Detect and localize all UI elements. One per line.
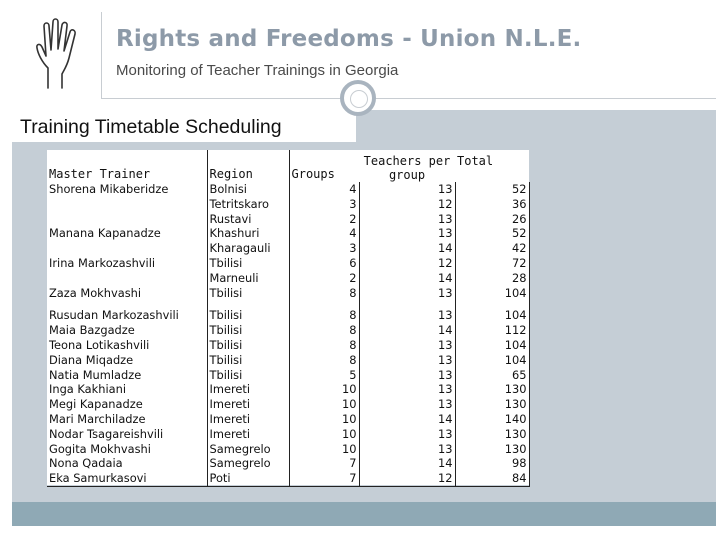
cell-trainer: Rusudan Markozashvili	[49, 308, 179, 323]
cell-trainer: Natia Mumladze	[49, 367, 142, 382]
cell-region: Kharagauli	[207, 241, 289, 256]
cell-groups: 6	[289, 256, 359, 271]
table-row	[47, 256, 529, 271]
cell-total: 130	[455, 427, 529, 442]
cell-teachers-per-group: 14	[359, 241, 455, 256]
cell-total: 104	[455, 286, 529, 301]
cell-teachers-per-group: 14	[359, 412, 455, 427]
cell-region: Poti	[207, 471, 289, 486]
cell-total: 36	[455, 197, 529, 212]
cell-trainer: Irina Markozashvili	[49, 255, 156, 270]
table-row	[47, 212, 529, 227]
table-row	[47, 308, 529, 323]
cell-teachers-per-group: 14	[359, 323, 455, 338]
cell-trainer: Diana Miqadze	[49, 352, 134, 367]
cell-trainer: Gogita Mokhvashi	[49, 441, 151, 456]
table-row	[47, 182, 529, 197]
cell-teachers-per-group: 13	[359, 382, 455, 397]
cell-groups: 4	[289, 226, 359, 241]
table-row	[47, 442, 529, 457]
table-spacer-row	[47, 300, 529, 308]
cell-region: Tbilisi	[207, 338, 289, 353]
cell-groups: 10	[289, 412, 359, 427]
table-row	[47, 286, 529, 301]
cell-total: 104	[455, 338, 529, 353]
cell-region: Rustavi	[207, 212, 289, 227]
table-row	[47, 197, 529, 212]
cell-region: Marneuli	[207, 271, 289, 286]
column-header-teachers-per-group	[359, 150, 455, 182]
cell-trainer	[47, 212, 207, 227]
cell-teachers-per-group: 13	[359, 226, 455, 241]
cell-total: 130	[455, 397, 529, 412]
cell-teachers-per-group: 13	[359, 353, 455, 368]
cell-trainer: Nodar Tsagareishvili	[49, 426, 164, 441]
cell-groups: 3	[289, 197, 359, 212]
header-divider-horizontal	[101, 98, 716, 99]
cell-teachers-per-group: 13	[359, 308, 455, 323]
cell-teachers-per-group: 14	[359, 271, 455, 286]
cell-groups: 10	[289, 397, 359, 412]
table-header-row	[47, 150, 529, 182]
cell-region: Khashuri	[207, 226, 289, 241]
cell-trainer	[47, 241, 207, 256]
column-header-teachers-per-group-line1: Teachers per	[363, 154, 451, 168]
cell-teachers-per-group: 13	[359, 338, 455, 353]
cell-groups: 2	[289, 212, 359, 227]
spacer-cell	[289, 300, 359, 308]
cell-region: Imereti	[207, 427, 289, 442]
table-row	[47, 397, 529, 412]
table-row	[47, 353, 529, 368]
cell-trainer: Eka Samurkasovi	[47, 471, 207, 486]
cell-trainer: Shorena Mikaberidze	[49, 182, 169, 196]
cell-groups: 7	[289, 456, 359, 471]
cell-trainer: Megi Kapanadze	[49, 397, 143, 412]
cell-region: Imereti	[207, 397, 289, 412]
cell-region: Tbilisi	[207, 256, 289, 271]
cell-teachers-per-group: 14	[359, 456, 455, 471]
footer-bar	[12, 502, 716, 526]
cell-teachers-per-group: 13	[359, 368, 455, 383]
cell-teachers-per-group: 12	[359, 256, 455, 271]
page-subtitle: Monitoring of Teacher Trainings in Georgia	[116, 62, 399, 79]
cell-total: 84	[455, 471, 529, 486]
table-row	[47, 412, 529, 427]
table-row	[47, 338, 529, 353]
column-header-groups: Groups	[289, 150, 359, 182]
cell-total: 130	[455, 442, 529, 457]
cell-groups: 5	[289, 368, 359, 383]
cell-groups: 2	[289, 271, 359, 286]
cell-region: Tbilisi	[207, 308, 289, 323]
cell-trainer	[47, 271, 207, 286]
cell-total: 26	[455, 212, 529, 227]
cell-groups: 3	[289, 241, 359, 256]
cell-groups: 10	[289, 382, 359, 397]
cell-teachers-per-group: 12	[359, 197, 455, 212]
cell-region: Samegrelo	[207, 442, 289, 457]
table-row	[47, 471, 529, 486]
cell-groups: 10	[289, 427, 359, 442]
cell-total: 140	[455, 412, 529, 427]
cell-teachers-per-group: 13	[359, 212, 455, 227]
table-row	[47, 241, 529, 256]
cell-region: Bolnisi	[207, 182, 289, 197]
cell-total: 98	[455, 456, 529, 471]
cell-trainer	[47, 197, 207, 212]
cell-trainer: Inga Kakhiani	[49, 382, 127, 397]
cell-trainer: Manana Kapanadze	[49, 226, 161, 241]
cell-groups: 8	[289, 353, 359, 368]
column-header-teachers-per-group-line2: group	[388, 168, 426, 182]
cell-region: Imereti	[207, 412, 289, 427]
cell-groups: 8	[289, 286, 359, 301]
cell-total: 72	[455, 256, 529, 271]
header-divider-vertical	[101, 12, 102, 98]
spacer-cell	[359, 300, 455, 308]
cell-trainer: Mari Marchiladze	[49, 411, 146, 426]
cell-total: 52	[455, 182, 529, 197]
cell-total: 52	[455, 226, 529, 241]
cell-groups: 10	[289, 442, 359, 457]
cell-teachers-per-group: 13	[359, 442, 455, 457]
cell-region: Tbilisi	[207, 368, 289, 383]
cell-region: Tetritskaro	[207, 197, 289, 212]
cell-total: 112	[455, 323, 529, 338]
cell-total: 104	[455, 308, 529, 323]
cell-region: Imereti	[207, 382, 289, 397]
cell-teachers-per-group: 12	[359, 471, 455, 486]
cell-total: 42	[455, 241, 529, 256]
cell-groups: 7	[289, 471, 359, 486]
cell-teachers-per-group: 13	[359, 397, 455, 412]
table-body	[47, 182, 529, 486]
cell-total: 65	[455, 368, 529, 383]
column-header-region: Region	[207, 150, 289, 182]
cell-trainer: Nona Qadaia	[49, 456, 123, 471]
table-row	[47, 382, 529, 397]
column-header-total: Total	[457, 154, 494, 168]
spacer-cell	[47, 300, 207, 308]
cell-region: Samegrelo	[207, 456, 289, 471]
cell-trainer: Teona Lotikashvili	[49, 337, 150, 352]
cell-region: Tbilisi	[207, 286, 289, 301]
spacer-cell	[207, 300, 289, 308]
timetable	[47, 150, 529, 485]
cell-groups: 8	[289, 338, 359, 353]
table-row	[47, 323, 529, 338]
cell-region: Tbilisi	[207, 353, 289, 368]
table-row	[47, 456, 529, 471]
table-row	[47, 271, 529, 286]
table-row	[47, 368, 529, 383]
table-row	[47, 226, 529, 241]
hand-icon	[34, 18, 80, 90]
cell-trainer: Zaza Mokhvashi	[49, 285, 142, 300]
cell-total: 28	[455, 271, 529, 286]
cell-total: 104	[455, 353, 529, 368]
spacer-cell	[455, 300, 529, 308]
table-row	[47, 427, 529, 442]
cell-region: Tbilisi	[207, 323, 289, 338]
cell-teachers-per-group: 13	[359, 286, 455, 301]
column-header-trainer: Master Trainer	[49, 167, 151, 182]
cell-teachers-per-group: 13	[359, 182, 455, 197]
cell-teachers-per-group: 13	[359, 427, 455, 442]
section-heading: Training Timetable Scheduling	[20, 116, 282, 138]
cell-total: 130	[455, 382, 529, 397]
cell-groups: 8	[289, 323, 359, 338]
timetable-table	[47, 150, 530, 487]
page-title: Rights and Freedoms - Union N.L.E.	[116, 26, 582, 52]
circle-ornament-icon	[340, 80, 376, 116]
cell-groups: 4	[289, 182, 359, 197]
cell-groups: 8	[289, 308, 359, 323]
cell-trainer: Maia Bazgadze	[49, 323, 135, 338]
